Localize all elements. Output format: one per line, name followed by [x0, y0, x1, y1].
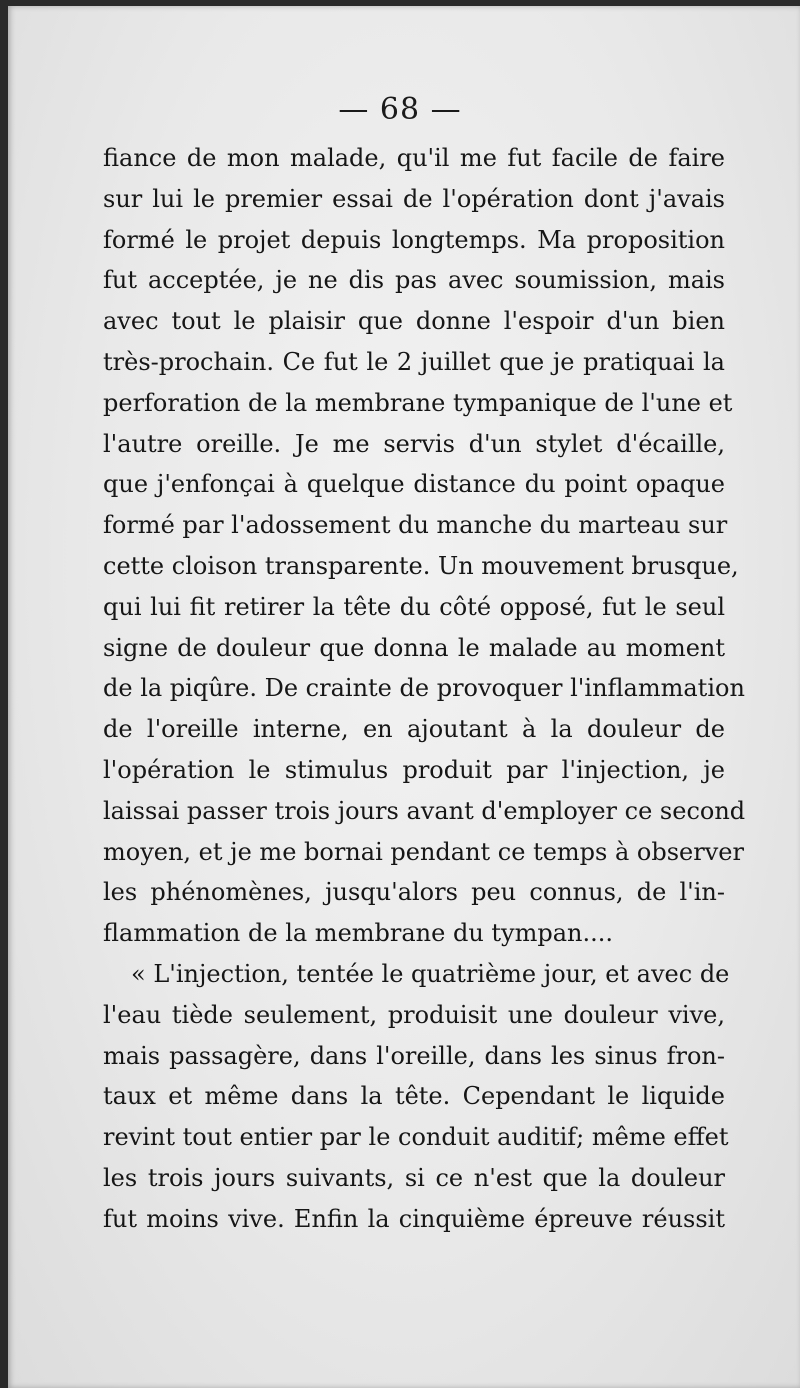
text-line: « L'injection, tentée le quatrième jour, et avec de	[131, 959, 730, 988]
text-line: revint tout entier par le conduit auditif; même effet	[103, 1123, 729, 1152]
text-line: laissai passer trois jours avant d'employer ce second	[103, 796, 746, 825]
body-text	[103, 138, 746, 1240]
text-line: taux et même dans la tête. Cependant le liquide	[103, 1082, 725, 1111]
page-number: — 68 —	[338, 92, 462, 127]
text-line: de l'oreille interne, en ajoutant à la douleur de	[103, 715, 725, 744]
text-line: que j'enfonçai à quelque distance du point opaque	[103, 470, 725, 499]
text-line: très-prochain. Ce fut le 2 juillet que je pratiquai la	[103, 347, 725, 376]
text-line: flammation de la membrane du tympan....	[103, 919, 614, 948]
text-line: signe de douleur que donna le malade au moment	[103, 633, 725, 662]
text-line: fut moins vive. Enfin la cinquième épreuve réussit	[103, 1204, 725, 1233]
text-line: sur lui le premier essai de l'opération dont j'avais	[103, 184, 725, 213]
text-line: fut acceptée, je ne dis pas avec soumission, mais	[103, 266, 725, 295]
text-line: l'eau tiède seulement, produisit une douleur vive,	[103, 1000, 725, 1029]
text-line: cette cloison transparente. Un mouvement brusque,	[103, 551, 739, 580]
text-line: qui lui fit retirer la tête du côté opposé, fut le seul	[103, 592, 725, 621]
text-line: fiance de mon malade, qu'il me fut facile de faire	[103, 144, 725, 172]
text-line: moyen, et je me bornai pendant ce temps à observer	[103, 837, 744, 866]
text-line: perforation de la membrane tympanique de l'une et	[103, 388, 733, 417]
text-line: avec tout le plaisir que donne l'espoir d'un bien	[103, 307, 725, 336]
text-line: formé le projet depuis longtemps. Ma proposition	[103, 225, 725, 254]
text-line: les trois jours suivants, si ce n'est que la douleur	[103, 1163, 725, 1192]
text-line: mais passagère, dans l'oreille, dans les sinus fron-	[103, 1041, 725, 1070]
text-line: l'autre oreille. Je me servis d'un stylet d'écaille,	[103, 429, 725, 458]
text-line: les phénomènes, jusqu'alors peu connus, de l'in-	[103, 878, 725, 907]
text-line: l'opération le stimulus produit par l'injection, je	[103, 755, 725, 784]
text-line: formé par l'adossement du manche du marteau sur	[103, 511, 728, 540]
text-line: de la piqûre. De crainte de provoquer l'inflammation	[103, 674, 745, 703]
